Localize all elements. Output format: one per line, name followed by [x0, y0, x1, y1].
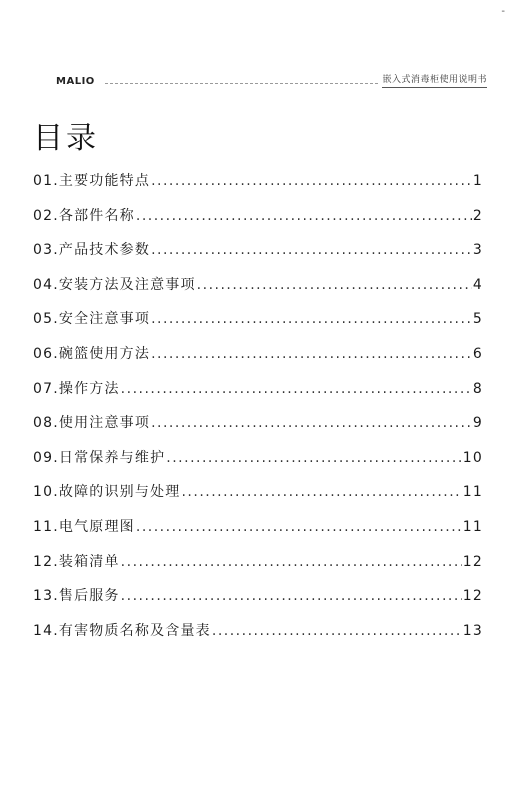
toc-entry-label: 14.有害物质名称及含量表 — [33, 622, 211, 639]
toc-dot-leader — [121, 588, 462, 604]
toc-entry[interactable] — [33, 308, 483, 343]
toc-entry-label: 02.各部件名称 — [33, 207, 135, 224]
toc-dot-leader — [121, 381, 472, 397]
toc-entry-label: 08.使用注意事项 — [33, 415, 151, 432]
toc-entry[interactable] — [33, 239, 483, 274]
toc-entry[interactable] — [33, 343, 483, 378]
toc-dot-leader — [151, 346, 472, 362]
toc-entry-label: 10.故障的识别与处理 — [33, 484, 181, 501]
toc-dot-leader — [151, 311, 472, 327]
toc-entry-page-number: 6 — [472, 345, 483, 362]
toc-entry[interactable] — [33, 551, 483, 586]
toc-entry-label: 04.安装方法及注意事项 — [33, 276, 196, 293]
manual-title: 嵌入式消毒柜使用说明书 — [382, 74, 487, 88]
header-dashed-rule — [105, 83, 379, 84]
toc-dot-leader — [136, 208, 472, 224]
toc-entry[interactable] — [33, 585, 483, 620]
toc-entry-page-number: 4 — [472, 276, 483, 293]
toc-entry-page-number: 9 — [472, 415, 483, 432]
toc-entry-label: 05.安全注意事项 — [33, 311, 151, 328]
toc-entry-label: 09.日常保养与维护 — [33, 449, 166, 466]
toc-dot-leader — [151, 415, 472, 431]
toc-entry[interactable] — [33, 481, 483, 516]
toc-dot-leader — [197, 277, 472, 293]
toc-entry[interactable] — [33, 205, 483, 240]
corner-mark: - — [501, 6, 505, 17]
toc-entry[interactable] — [33, 620, 483, 655]
toc-entry[interactable] — [33, 447, 483, 482]
toc-entry-label: 07.操作方法 — [33, 380, 120, 397]
toc-entry-page-number: 2 — [472, 207, 483, 224]
toc-dot-leader — [151, 242, 472, 258]
toc-entry-label: 03.产品技术参数 — [33, 242, 151, 259]
toc-entry[interactable] — [33, 412, 483, 447]
toc-entry-page-number: 11 — [462, 484, 483, 501]
toc-entry-page-number: 8 — [472, 380, 483, 397]
toc-entry-page-number: 3 — [472, 242, 483, 259]
toc-entry-page-number: 5 — [472, 311, 483, 328]
toc-entry[interactable] — [33, 516, 483, 551]
toc-entry[interactable] — [33, 274, 483, 309]
toc-entry-label: 01.主要功能特点 — [33, 173, 151, 189]
toc-dot-leader — [212, 623, 462, 639]
toc-entry[interactable] — [33, 170, 483, 205]
toc-entry-page-number: 1 — [472, 173, 483, 189]
toc-title: 目录 — [33, 121, 99, 156]
toc-entry-label: 12.装箱清单 — [33, 553, 120, 570]
toc-entry-label: 11.电气原理图 — [33, 518, 135, 535]
toc-entry-label: 06.碗篮使用方法 — [33, 345, 151, 362]
toc-entry-page-number: 10 — [462, 449, 483, 466]
toc-entry-page-number: 12 — [462, 553, 483, 570]
brand-logo: MALIO — [56, 76, 95, 87]
toc-dot-leader — [151, 173, 472, 189]
toc-dot-leader — [136, 519, 462, 535]
toc-dot-leader — [181, 484, 461, 500]
toc-entry[interactable] — [33, 378, 483, 413]
page-header — [56, 70, 487, 88]
table-of-contents — [33, 170, 483, 654]
toc-entry-page-number: 12 — [462, 588, 483, 605]
toc-entry-page-number: 13 — [462, 622, 483, 639]
toc-dot-leader — [121, 554, 462, 570]
toc-dot-leader — [166, 450, 462, 466]
toc-entry-page-number: 11 — [462, 518, 483, 535]
toc-entry-label: 13.售后服务 — [33, 588, 120, 605]
